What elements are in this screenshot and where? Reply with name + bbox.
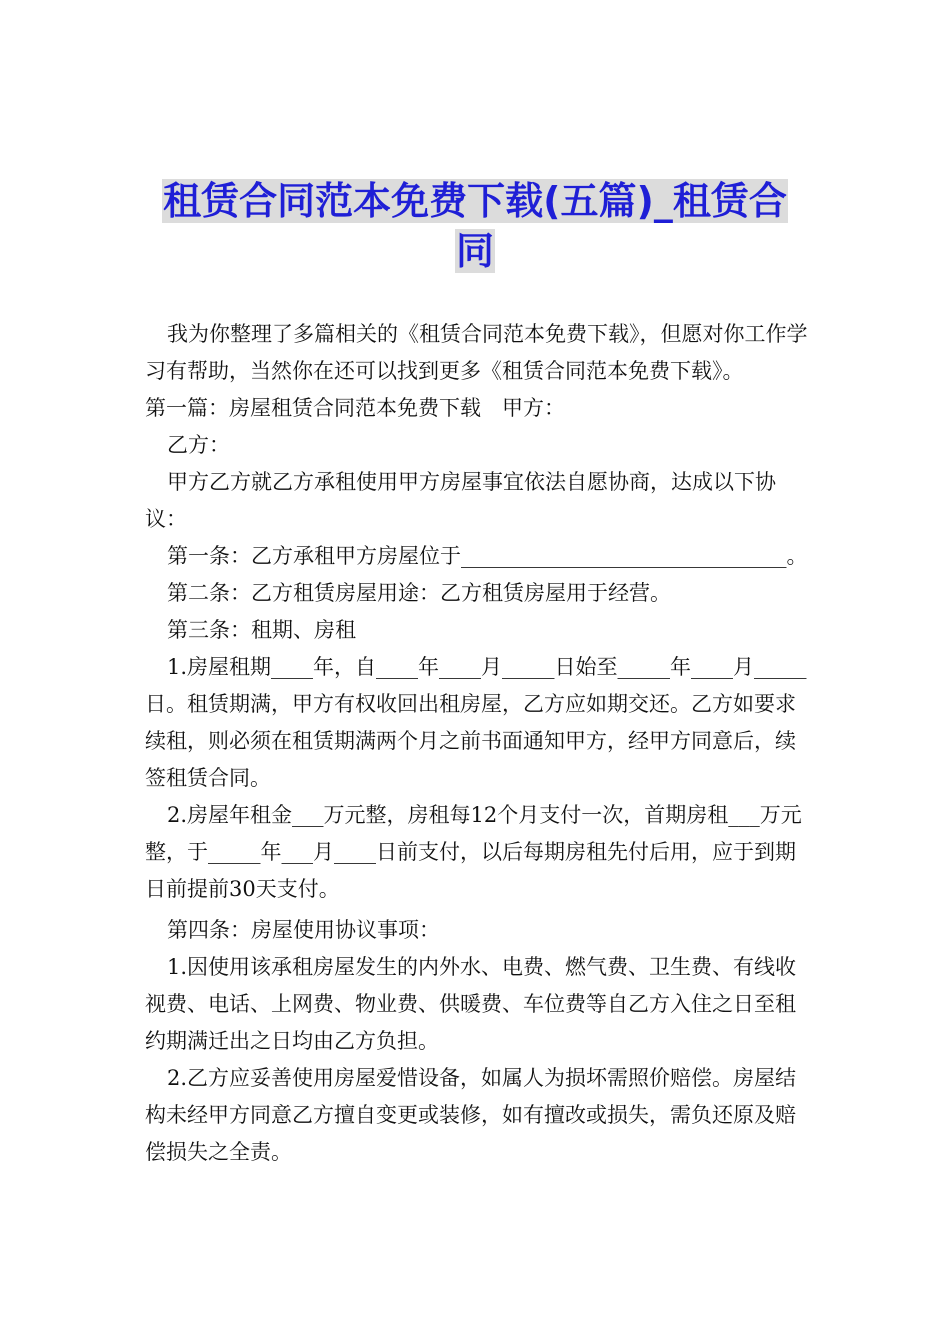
article-4-clause-1: 1.因使用该承租房屋发生的内外水、电费、燃气费、卫生费、有线收视费、电话、上网费、物业费、供暖费、车位费等自乙方入住之日至租约期满迁出之日均由乙方负担。	[145, 955, 797, 1053]
article-3-clause-1: 1.房屋租期____年，自____年____月_____日始至_____年____月_____日。租赁期满，甲方有权收回出租房屋，乙方应如期交还。乙方如要求续租，则必须在租赁期满两个月之前书面通知甲方，经甲方同意后，续签租赁合同。	[145, 655, 807, 790]
agreement-paragraph: 甲方乙方就乙方承租使用甲方房屋事宜依法自愿协商，达成以下协议：	[145, 470, 776, 531]
article-3-clause-2: 2.房屋年租金___万元整，房租每12个月支付一次，首期房租___万元整，于_____年___月____日前支付，以后每期房租先付后用，应于到期日前提前30天支付。	[145, 803, 802, 901]
document-title	[120, 176, 830, 276]
article-4-clause-2: 2.乙方应妥善使用房屋爱惜设备，如属人为损坏需照价赔偿。房屋结构未经甲方同意乙方擅自变更或装修，如有擅改或损失，需负还原及赔偿损失之全责。	[145, 1066, 797, 1164]
article-1: 第一条：乙方承租甲方房屋位于_______________________________。	[167, 544, 808, 568]
party-b-line: 乙方：	[167, 433, 230, 457]
article-2: 第二条：乙方租赁房屋用途：乙方租赁房屋用于经营。	[167, 581, 671, 605]
title-line-2: 同	[455, 229, 494, 273]
document-body	[145, 316, 813, 1171]
intro-paragraph: 我为你整理了多篇相关的《租赁合同范本免费下载》，但愿对你工作学习有帮助，当然你在还可以找到更多《租赁合同范本免费下载》。	[145, 322, 808, 383]
title-line-1: 租赁合同范本免费下载(五篇)_租赁合	[163, 179, 787, 223]
article-3: 第三条：租期、房租	[167, 618, 356, 642]
section-heading: 第一篇：房屋租赁合同范本免费下载 甲方：	[145, 396, 565, 420]
article-4: 第四条：房屋使用协议事项：	[167, 918, 440, 942]
